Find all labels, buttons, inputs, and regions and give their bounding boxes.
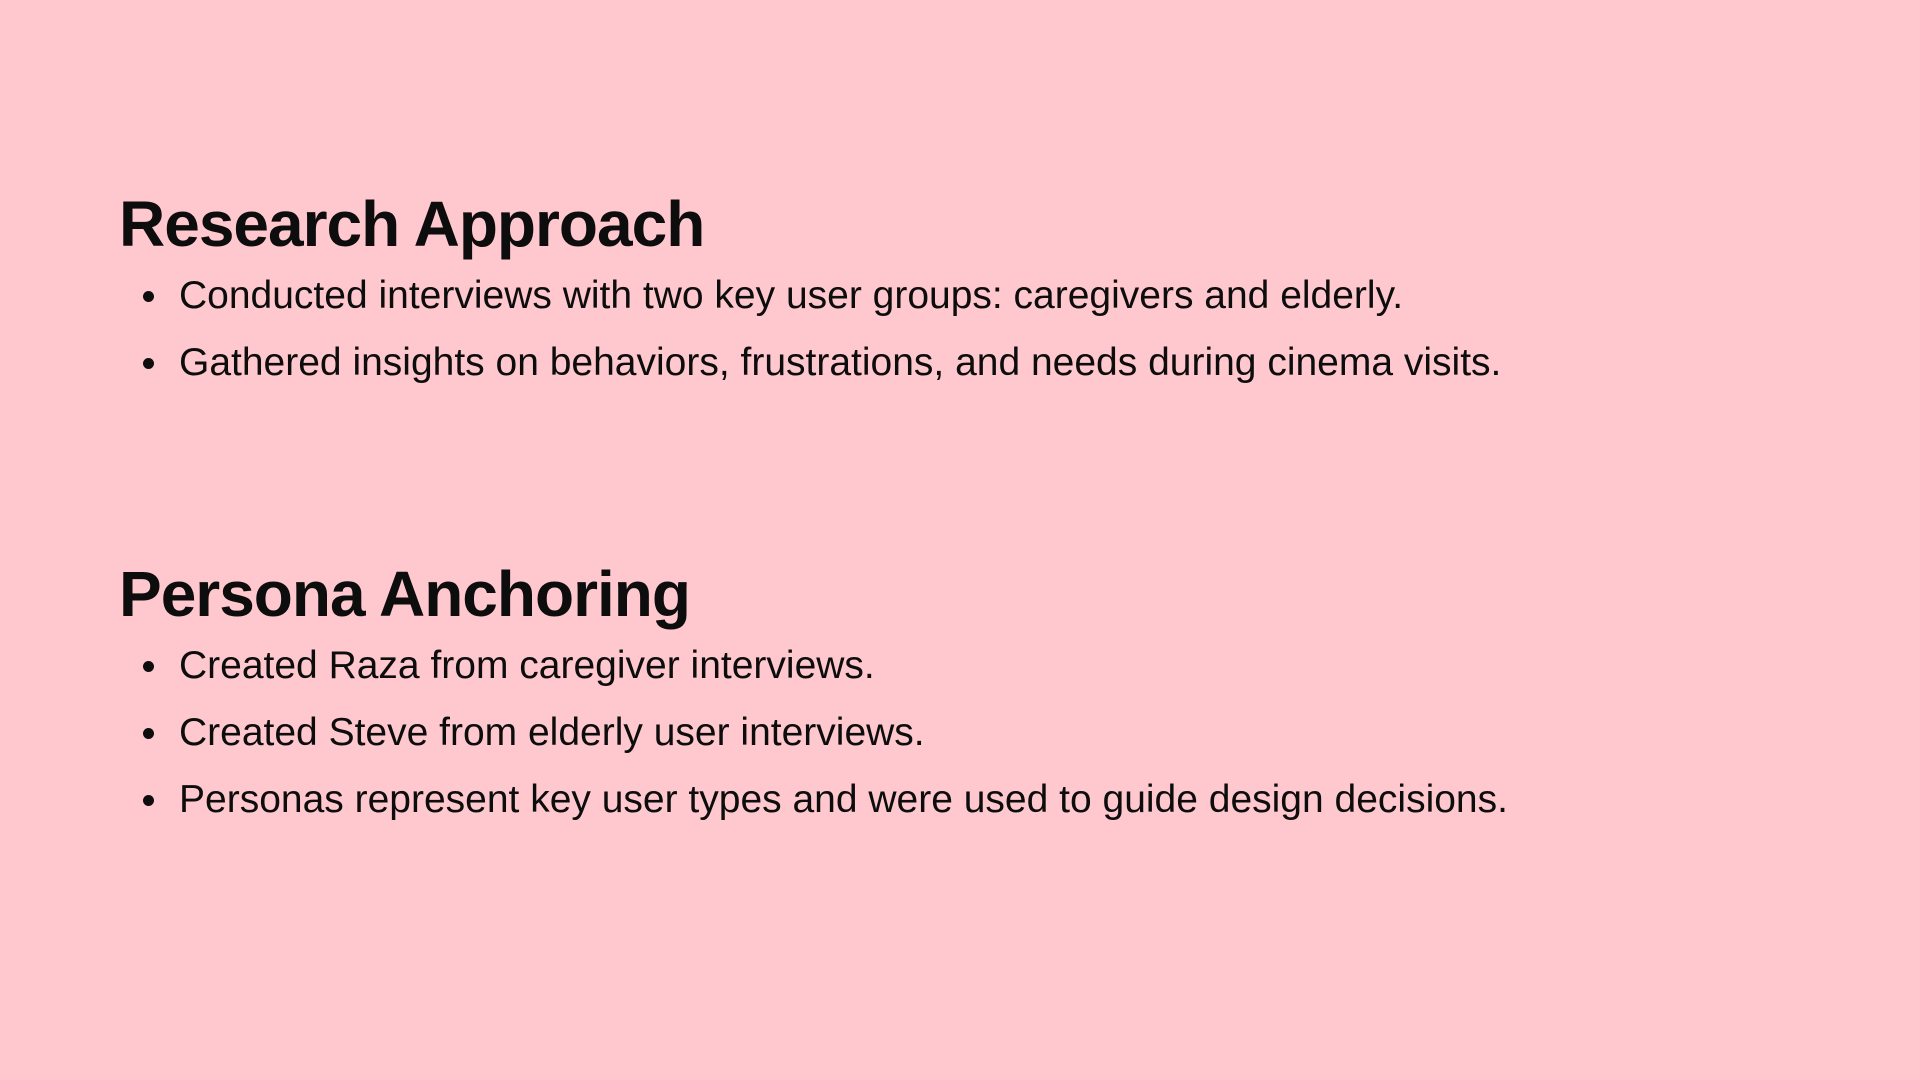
section-heading: Persona Anchoring [119, 558, 690, 630]
bullet-text: Personas represent key user types and were used to guide design decisions. [179, 778, 1508, 821]
bullet-dot-icon [143, 795, 154, 806]
bullet-text: Gathered insights on behaviors, frustrations, and needs during cinema visits. [179, 341, 1502, 384]
bullet-item [119, 632, 1819, 699]
bullet-text: Created Raza from caregiver interviews. [179, 644, 875, 687]
bullet-list [119, 262, 1819, 396]
persona-anchoring-section [119, 556, 1819, 833]
bullet-dot-icon [143, 728, 154, 739]
bullet-item [119, 262, 1819, 329]
bullet-list [119, 632, 1819, 833]
bullet-text: Conducted interviews with two key user groups: caregivers and elderly. [179, 274, 1404, 317]
research-approach-section [119, 186, 1819, 396]
bullet-dot-icon [143, 358, 154, 369]
bullet-text: Created Steve from elderly user interviews. [179, 711, 925, 754]
section-heading: Research Approach [119, 188, 705, 260]
bullet-item [119, 766, 1819, 833]
bullet-item [119, 329, 1819, 396]
bullet-dot-icon [143, 661, 154, 672]
bullet-dot-icon [143, 291, 154, 302]
bullet-item [119, 699, 1819, 766]
